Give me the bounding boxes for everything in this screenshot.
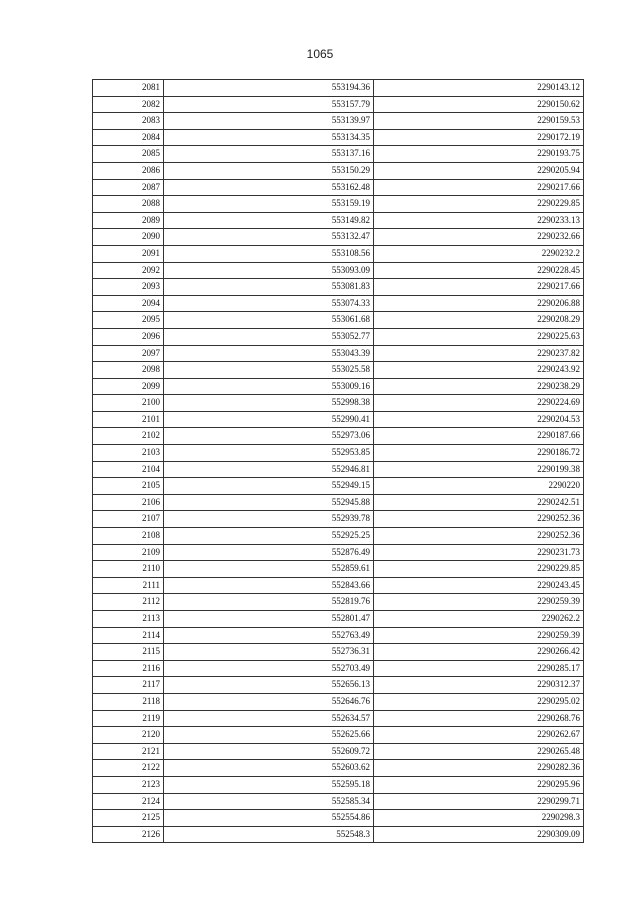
x-coordinate-cell: 553043.39 [164,345,374,362]
y-coordinate-cell: 2290265.48 [374,743,584,760]
y-coordinate-cell: 2290252.36 [374,511,584,528]
y-coordinate-cell: 2290205.94 [374,162,584,179]
point-number-cell: 2119 [93,710,164,727]
point-number-cell: 2099 [93,378,164,395]
x-coordinate-cell: 553157.79 [164,96,374,113]
x-coordinate-cell: 553132.47 [164,229,374,246]
point-number-cell: 2097 [93,345,164,362]
y-coordinate-cell: 2290143.12 [374,80,584,97]
y-coordinate-cell: 2290217.66 [374,279,584,296]
point-number-cell: 2088 [93,196,164,213]
point-number-cell: 2086 [93,162,164,179]
y-coordinate-cell: 2290233.13 [374,212,584,229]
table-row [93,660,584,677]
point-number-cell: 2112 [93,594,164,611]
point-number-cell: 2122 [93,760,164,777]
y-coordinate-cell: 2290262.67 [374,727,584,744]
x-coordinate-cell: 553025.58 [164,362,374,379]
table-row [93,577,584,594]
point-number-cell: 2087 [93,179,164,196]
point-number-cell: 2105 [93,478,164,495]
table-row [93,345,584,362]
table-row [93,810,584,827]
x-coordinate-cell: 553150.29 [164,162,374,179]
table-row [93,544,584,561]
point-number-cell: 2100 [93,395,164,412]
x-coordinate-cell: 553162.48 [164,179,374,196]
y-coordinate-cell: 2290150.62 [374,96,584,113]
table-row [93,644,584,661]
page-number: 1065 [306,47,334,61]
y-coordinate-cell: 2290243.92 [374,362,584,379]
y-coordinate-cell: 2290309.09 [374,826,584,843]
point-number-cell: 2107 [93,511,164,528]
x-coordinate-cell: 552949.15 [164,478,374,495]
table-row [93,826,584,843]
x-coordinate-cell: 553081.83 [164,279,374,296]
y-coordinate-cell: 2290231.73 [374,544,584,561]
table-row [93,677,584,694]
table-row [93,328,584,345]
table-row [93,461,584,478]
y-coordinate-cell: 2290295.02 [374,693,584,710]
table-row [93,478,584,495]
x-coordinate-cell: 552945.88 [164,494,374,511]
table-row [93,96,584,113]
y-coordinate-cell: 2290298.3 [374,810,584,827]
y-coordinate-cell: 2290282.36 [374,760,584,777]
y-coordinate-cell: 2290172.19 [374,129,584,146]
y-coordinate-cell: 2290220 [374,478,584,495]
table-row [93,494,584,511]
point-number-cell: 2103 [93,445,164,462]
x-coordinate-cell: 552946.81 [164,461,374,478]
y-coordinate-cell: 2290259.39 [374,627,584,644]
x-coordinate-cell: 552656.13 [164,677,374,694]
x-coordinate-cell: 553137.16 [164,146,374,163]
x-coordinate-cell: 552925.25 [164,528,374,545]
table-row [93,776,584,793]
table-row [93,693,584,710]
table-row [93,793,584,810]
point-number-cell: 2115 [93,644,164,661]
table-row [93,511,584,528]
y-coordinate-cell: 2290232.66 [374,229,584,246]
point-number-cell: 2111 [93,577,164,594]
point-number-cell: 2116 [93,660,164,677]
point-number-cell: 2081 [93,80,164,97]
table-row [93,710,584,727]
point-number-cell: 2083 [93,113,164,130]
point-number-cell: 2113 [93,611,164,628]
table-row [93,80,584,97]
x-coordinate-cell: 553194.36 [164,80,374,97]
point-number-cell: 2108 [93,528,164,545]
x-coordinate-cell: 552625.66 [164,727,374,744]
x-coordinate-cell: 552595.18 [164,776,374,793]
point-number-cell: 2110 [93,561,164,578]
point-number-cell: 2095 [93,312,164,329]
y-coordinate-cell: 2290229.85 [374,196,584,213]
table-row [93,212,584,229]
table-row [93,611,584,628]
y-coordinate-cell: 2290266.42 [374,644,584,661]
y-coordinate-cell: 2290232.2 [374,245,584,262]
y-coordinate-cell: 2290243.45 [374,577,584,594]
point-number-cell: 2118 [93,693,164,710]
y-coordinate-cell: 2290186.72 [374,445,584,462]
x-coordinate-cell: 552646.76 [164,693,374,710]
table-row [93,727,584,744]
y-coordinate-cell: 2290224.69 [374,395,584,412]
y-coordinate-cell: 2290295.96 [374,776,584,793]
y-coordinate-cell: 2290193.75 [374,146,584,163]
y-coordinate-cell: 2290252.36 [374,528,584,545]
x-coordinate-cell: 553134.35 [164,129,374,146]
point-number-cell: 2121 [93,743,164,760]
table-row [93,312,584,329]
coordinates-table-body [93,80,584,843]
x-coordinate-cell: 552859.61 [164,561,374,578]
x-coordinate-cell: 552603.62 [164,760,374,777]
x-coordinate-cell: 553108.56 [164,245,374,262]
point-number-cell: 2085 [93,146,164,163]
x-coordinate-cell: 553061.68 [164,312,374,329]
table-row [93,262,584,279]
table-row [93,378,584,395]
point-number-cell: 2091 [93,245,164,262]
table-row [93,561,584,578]
y-coordinate-cell: 2290225.63 [374,328,584,345]
y-coordinate-cell: 2290312.37 [374,677,584,694]
y-coordinate-cell: 2290285.17 [374,660,584,677]
table-row [93,245,584,262]
table-row [93,362,584,379]
table-row [93,594,584,611]
table-row [93,445,584,462]
point-number-cell: 2117 [93,677,164,694]
y-coordinate-cell: 2290238.29 [374,378,584,395]
y-coordinate-cell: 2290262.2 [374,611,584,628]
point-number-cell: 2101 [93,411,164,428]
coordinates-table [92,79,584,843]
y-coordinate-cell: 2290237.82 [374,345,584,362]
table-row [93,279,584,296]
x-coordinate-cell: 552953.85 [164,445,374,462]
table-row [93,760,584,777]
y-coordinate-cell: 2290268.76 [374,710,584,727]
x-coordinate-cell: 553052.77 [164,328,374,345]
y-coordinate-cell: 2290159.53 [374,113,584,130]
x-coordinate-cell: 552876.49 [164,544,374,561]
table-row [93,179,584,196]
x-coordinate-cell: 552843.66 [164,577,374,594]
x-coordinate-cell: 552585.34 [164,793,374,810]
x-coordinate-cell: 552801.47 [164,611,374,628]
x-coordinate-cell: 552703.49 [164,660,374,677]
point-number-cell: 2102 [93,428,164,445]
x-coordinate-cell: 553159.19 [164,196,374,213]
point-number-cell: 2084 [93,129,164,146]
table-row [93,528,584,545]
x-coordinate-cell: 552736.31 [164,644,374,661]
table-row [93,395,584,412]
table-row [93,146,584,163]
x-coordinate-cell: 552939.78 [164,511,374,528]
table-row [93,627,584,644]
y-coordinate-cell: 2290208.29 [374,312,584,329]
x-coordinate-cell: 553009.16 [164,378,374,395]
x-coordinate-cell: 552990.41 [164,411,374,428]
x-coordinate-cell: 552609.72 [164,743,374,760]
y-coordinate-cell: 2290259.39 [374,594,584,611]
y-coordinate-cell: 2290206.88 [374,295,584,312]
table-row [93,162,584,179]
point-number-cell: 2114 [93,627,164,644]
point-number-cell: 2096 [93,328,164,345]
point-number-cell: 2123 [93,776,164,793]
point-number-cell: 2124 [93,793,164,810]
point-number-cell: 2093 [93,279,164,296]
x-coordinate-cell: 553149.82 [164,212,374,229]
y-coordinate-cell: 2290242.51 [374,494,584,511]
table-row [93,129,584,146]
x-coordinate-cell: 552819.76 [164,594,374,611]
y-coordinate-cell: 2290187.66 [374,428,584,445]
point-number-cell: 2094 [93,295,164,312]
point-number-cell: 2092 [93,262,164,279]
point-number-cell: 2109 [93,544,164,561]
x-coordinate-cell: 552634.57 [164,710,374,727]
y-coordinate-cell: 2290217.66 [374,179,584,196]
x-coordinate-cell: 553093.09 [164,262,374,279]
x-coordinate-cell: 552548.3 [164,826,374,843]
table-row [93,295,584,312]
x-coordinate-cell: 552998.38 [164,395,374,412]
x-coordinate-cell: 552554.86 [164,810,374,827]
y-coordinate-cell: 2290199.38 [374,461,584,478]
y-coordinate-cell: 2290204.53 [374,411,584,428]
table-row [93,743,584,760]
point-number-cell: 2125 [93,810,164,827]
x-coordinate-cell: 553139.97 [164,113,374,130]
y-coordinate-cell: 2290229.85 [374,561,584,578]
x-coordinate-cell: 553074.33 [164,295,374,312]
table-row [93,428,584,445]
point-number-cell: 2098 [93,362,164,379]
x-coordinate-cell: 552973.06 [164,428,374,445]
x-coordinate-cell: 552763.49 [164,627,374,644]
table-row [93,113,584,130]
point-number-cell: 2126 [93,826,164,843]
point-number-cell: 2082 [93,96,164,113]
point-number-cell: 2090 [93,229,164,246]
y-coordinate-cell: 2290299.71 [374,793,584,810]
table-row [93,411,584,428]
point-number-cell: 2120 [93,727,164,744]
point-number-cell: 2106 [93,494,164,511]
table-row [93,229,584,246]
point-number-cell: 2104 [93,461,164,478]
table-row [93,196,584,213]
point-number-cell: 2089 [93,212,164,229]
y-coordinate-cell: 2290228.45 [374,262,584,279]
